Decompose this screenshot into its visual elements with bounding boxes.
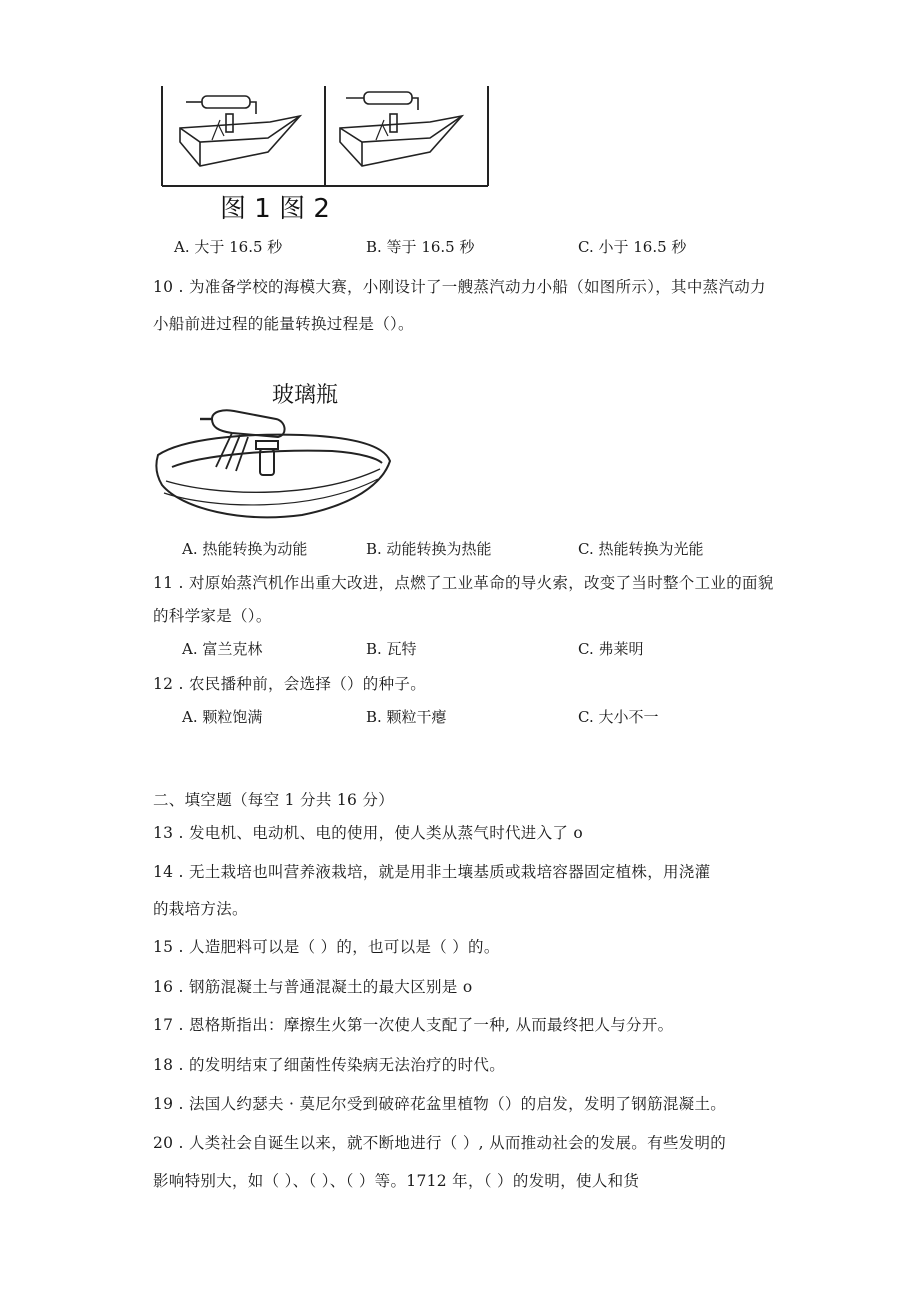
boat-sketch-1	[180, 96, 300, 166]
q20-text-line1: 20 . 人类社会自诞生以来，就不断地进行（ ）, 从而推动社会的发展。有些发明的	[153, 1134, 727, 1152]
q14-text-line2: 的栽培方法。	[153, 900, 248, 918]
q9-option-a[interactable]: A. 大于 16.5 秒	[174, 238, 283, 256]
q11-option-a[interactable]: A. 富兰克林	[182, 640, 263, 658]
q10-option-c[interactable]: C. 热能转换为光能	[578, 540, 704, 558]
q16-text: 16 . 钢筋混凝土与普通混凝土的最大区别是 o	[153, 978, 473, 996]
q11-text-line1: 11 . 对原始蒸汽机作出重大改进，点燃了工业革命的导火索，改变了当时整个工业的面貌	[153, 574, 774, 592]
steam-boat-illustration	[152, 405, 397, 525]
q12-text: 12 . 农民播种前，会选择（）的种子。	[153, 675, 427, 693]
q11-text-line2: 的科学家是（）。	[153, 607, 272, 625]
q19-text: 19 . 法国人约瑟夫 · 莫尼尔受到破碎花盆里植物（）的启发，发明了钢筋混凝土。	[153, 1095, 727, 1113]
q10-text-line1: 10 . 为准备学校的海模大赛，小刚设计了一艘蒸汽动力小船（如图所示），其中蒸汽动力	[153, 278, 766, 296]
figure-caption: 图 1 图 2	[220, 194, 330, 224]
q11-option-c[interactable]: C. 弗莱明	[578, 640, 644, 658]
q12-option-a[interactable]: A. 颗粒饱满	[182, 708, 263, 726]
boat-sketch-2	[340, 92, 462, 166]
q10-option-b[interactable]: B. 动能转换为热能	[366, 540, 492, 558]
q17-text: 17 . 恩格斯指出：摩擦生火第一次使人支配了一种, 从而最终把人与分开。	[153, 1016, 674, 1034]
section-heading-fill-in: 二、填空题（每空 1 分共 16 分）	[153, 791, 394, 809]
q14-text-line1: 14 . 无土栽培也叫营养液栽培，就是用非土壤基质或栽培容器固定植株，用浇灌	[153, 863, 711, 881]
q15-text: 15 . 人造肥料可以是（ ）的，也可以是（ ）的。	[153, 938, 500, 956]
q11-option-b[interactable]: B. 瓦特	[366, 640, 417, 658]
q10-text-line2: 小船前进过程的能量转换过程是（）。	[153, 315, 414, 333]
q13-text: 13 . 发电机、电动机、电的使用，使人类从蒸气时代进入了 o	[153, 824, 584, 842]
q10-option-a[interactable]: A. 热能转换为动能	[182, 540, 308, 558]
q18-text: 18 . 的发明结束了细菌性传染病无法治疗的时代。	[153, 1056, 506, 1074]
q9-option-c[interactable]: C. 小于 16.5 秒	[578, 238, 687, 256]
q12-option-c[interactable]: C. 大小不一	[578, 708, 659, 726]
steam-boat-figure-panels	[150, 80, 500, 190]
q12-option-b[interactable]: B. 颗粒干瘪	[366, 708, 447, 726]
q9-option-b[interactable]: B. 等于 16.5 秒	[366, 238, 475, 256]
q20-text-line2: 影响特别大，如（ ）、（ ）、（ ）等。1712 年，（ ）的发明，使人和货	[153, 1172, 640, 1190]
glass-bottle-label: 玻璃瓶	[272, 383, 339, 408]
